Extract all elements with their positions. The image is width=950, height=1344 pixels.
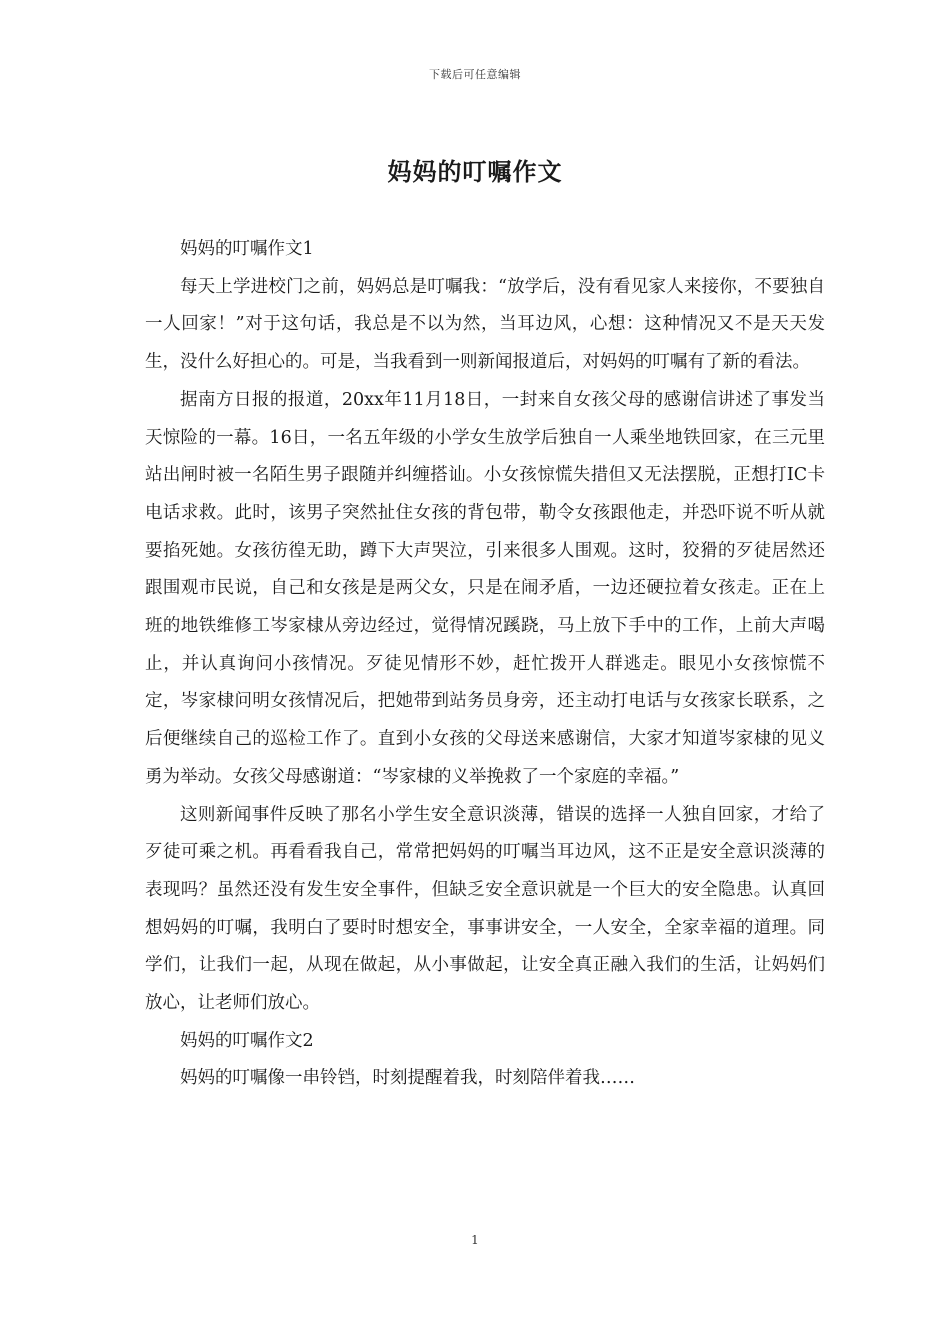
paragraph-4: 妈妈的叮嘱像一串铃铛，时刻提醒着我，时刻陪伴着我……	[180, 1068, 635, 1089]
section-heading-1: 妈妈的叮嘱作文1	[180, 239, 314, 259]
page-header-note: 下载后可任意编辑	[429, 68, 521, 81]
page-number: 1	[471, 1233, 479, 1247]
paragraph-1: 每天上学进校门之前，妈妈总是叮嘱我：“放学后，没有看见家人来接你，不要独自一人回家！”对于这句话，我总是不以为然，当耳边风，心想：这种情况又不是天天发生，没什么好担心的。可是，当我看到一则新闻报道后，对妈妈的叮嘱有了新的看法。	[145, 276, 825, 373]
document-body	[145, 231, 825, 1098]
section-heading-2: 妈妈的叮嘱作文2	[180, 1030, 314, 1051]
document-title: 妈妈的叮嘱作文	[387, 157, 563, 186]
paragraph-2: 据南方日报的报道，20xx年11月18日，一封来自女孩父母的感谢信讲述了事发当天惊险的一幕。16日，一名五年级的小学女生放学后独自一人乘坐地铁回家，在三元里站出闸时被一名陌生男子跟随并纠缠搭讪。小女孩惊慌失措但又无法摆脱，正想打IC卡电话求救。此时，该男子突然扯住女孩的背包带，勒令女孩跟他走，并恐吓说不听从就要掐死她。女孩彷徨无助，蹲下大声哭泣，引来很多人围观。这时，狡猾的歹徒居然还跟围观市民说，自己和女孩是是两父女，只是在闹矛盾，一边还硬拉着女孩走。正在上班的地铁维修工岑家棣从旁边经过，觉得情况蹊跷，马上放下手中的工作，上前大声喝止，并认真询问小孩情况。歹徒见情形不妙，赶忙拨开人群逃走。眼见小女孩惊慌不定，岑家棣问明女孩情况后，把她带到站务员身旁，还主动打电话与女孩家长联系，之后便继续自己的巡检工作了。直到小女孩的父母送来感谢信，大家才知道岑家棣的见义勇为举动。女孩父母感谢道：“岑家棣的义举挽救了一个家庭的幸福。”	[145, 389, 825, 787]
paragraph-3: 这则新闻事件反映了那名小学生安全意识淡薄，错误的选择一人独自回家，才给了歹徒可乘之机。再看看我自己，常常把妈妈的叮嘱当耳边风，这不正是安全意识淡薄的表现吗？虽然还没有发生安全事件，但缺乏安全意识就是一个巨大的安全隐患。认真回想妈妈的叮嘱，我明白了要时时想安全，事事讲安全，一人安全，全家幸福的道理。同学们，让我们一起，从现在做起，从小事做起，让安全真正融入我们的生活，让妈妈们放心，让老师们放心。	[145, 804, 825, 1014]
